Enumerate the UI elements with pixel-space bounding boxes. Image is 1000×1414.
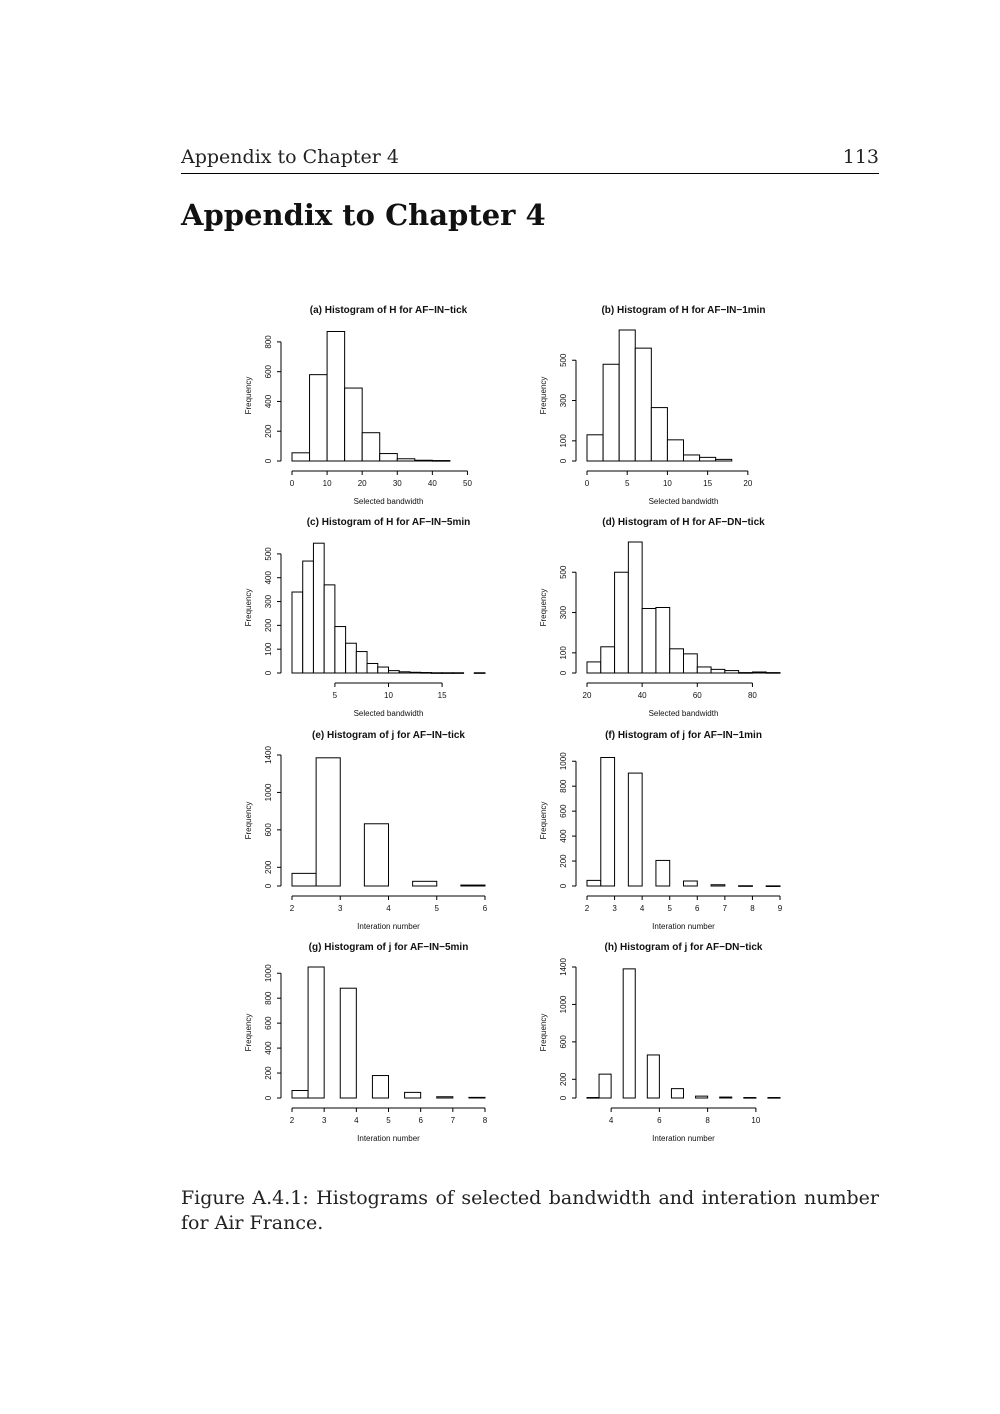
histogram-bar	[380, 454, 398, 461]
panel-title: (h) Histogram of j for AF−DN−tick	[604, 942, 763, 953]
x-tick-label: 20	[582, 691, 592, 700]
histogram-bar	[603, 364, 619, 461]
panel-title: (b) Histogram of H for AF−IN−1min	[601, 305, 766, 316]
histogram-bar	[696, 1096, 708, 1098]
x-tick-label: 5	[332, 691, 338, 700]
x-axis-label: Selected bandwidth	[648, 497, 719, 506]
y-tick-label: 400	[264, 394, 273, 409]
histogram-bar	[700, 457, 716, 461]
histogram-bar	[615, 572, 629, 673]
x-tick-label: 4	[608, 1116, 614, 1125]
histogram-bar	[619, 330, 635, 461]
x-tick-label: 4	[354, 1116, 359, 1125]
panel-title: (e) Histogram of j for AF−IN−tick	[312, 730, 465, 741]
y-tick-label: 0	[559, 1095, 568, 1101]
histogram-bar	[647, 1055, 659, 1098]
x-tick-label: 40	[637, 691, 647, 700]
y-tick-label: 500	[559, 565, 568, 579]
histogram-bar	[313, 543, 324, 673]
x-tick-label: 10	[751, 1116, 761, 1125]
y-tick-label: 300	[559, 393, 568, 408]
histogram-bar	[469, 1097, 485, 1098]
x-tick-label: 3	[612, 904, 617, 913]
histogram-bar	[642, 609, 656, 673]
y-tick-label: 1000	[264, 783, 273, 802]
histogram-bar	[651, 408, 667, 461]
y-tick-label: 100	[264, 642, 273, 656]
x-tick-label: 80	[747, 691, 757, 700]
histogram-bar	[623, 969, 635, 1098]
histogram-bar	[310, 375, 328, 461]
chapter-title: Appendix to Chapter 4	[181, 198, 546, 232]
x-tick-label: 20	[357, 479, 367, 488]
y-axis-label: Frequency	[244, 801, 253, 840]
histogram-bar	[587, 880, 601, 886]
y-tick-label: 200	[264, 424, 273, 438]
histogram-bar	[670, 649, 684, 673]
y-axis-label: Frequency	[244, 376, 253, 415]
y-axis-label: Frequency	[539, 588, 548, 627]
x-tick-label: 5	[386, 1116, 391, 1125]
panel-title: (f) Histogram of j for AF−IN−1min	[605, 730, 762, 741]
histogram-bar	[356, 652, 367, 673]
y-tick-label: 1400	[559, 958, 568, 976]
histogram-bar	[346, 643, 357, 673]
y-tick-label: 0	[559, 670, 568, 676]
histogram-bar	[327, 331, 345, 461]
histogram-bar	[599, 1074, 611, 1098]
x-tick-label: 60	[692, 691, 702, 700]
x-tick-label: 2	[289, 904, 295, 913]
x-tick-label: 10	[384, 691, 393, 700]
x-tick-label: 4	[386, 904, 391, 913]
y-tick-label: 0	[559, 883, 568, 889]
x-axis-label: Interation number	[652, 1134, 715, 1143]
y-tick-label: 300	[264, 594, 273, 609]
y-tick-label: 100	[559, 646, 568, 660]
y-tick-label: 800	[559, 779, 568, 793]
histogram-bar	[364, 824, 388, 886]
y-tick-label: 600	[264, 365, 273, 379]
histogram-bar	[587, 435, 603, 461]
y-axis-label: Frequency	[539, 376, 548, 415]
histogram-bar	[711, 669, 725, 673]
x-tick-label: 2	[584, 904, 590, 913]
panel-title: (d) Histogram of H for AF−DN−tick	[602, 517, 765, 528]
histogram-bar	[292, 592, 303, 673]
histogram-bar	[415, 460, 433, 461]
x-tick-label: 8	[482, 1116, 488, 1125]
histogram-bar	[635, 348, 651, 461]
histogram-bar	[656, 860, 670, 886]
y-tick-label: 400	[559, 829, 568, 843]
histogram-bar	[711, 885, 725, 886]
y-tick-label: 600	[559, 804, 568, 818]
histogram-bar	[303, 561, 314, 673]
x-tick-label: 3	[321, 1116, 327, 1125]
x-axis-label: Selected bandwidth	[648, 709, 719, 718]
histogram-bar	[684, 654, 698, 673]
y-tick-label: 200	[559, 1072, 568, 1086]
x-tick-label: 6	[657, 1116, 662, 1125]
x-tick-label: 2	[289, 1116, 295, 1125]
histogram-bar	[316, 758, 340, 886]
x-tick-label: 4	[639, 904, 645, 913]
y-tick-label: 1400	[264, 746, 273, 764]
histogram-bar	[399, 672, 410, 673]
histogram-bar	[725, 671, 739, 673]
histogram-bar	[372, 1076, 388, 1098]
x-tick-label: 5	[624, 479, 630, 488]
histogram-bar	[421, 673, 432, 674]
histogram-bar	[587, 662, 601, 673]
histogram-bar	[766, 673, 780, 674]
histogram-bar	[656, 608, 670, 674]
histogram-bar	[389, 671, 400, 673]
histogram-panel	[539, 305, 766, 506]
histogram-bar	[587, 1098, 599, 1099]
histogram-panel	[244, 305, 472, 506]
y-tick-label: 500	[264, 547, 273, 561]
y-tick-label: 200	[559, 854, 568, 868]
x-tick-label: 3	[338, 904, 343, 913]
histogram-bar	[474, 673, 485, 674]
x-axis-label: Interation number	[357, 1134, 420, 1143]
histogram-bar	[437, 1097, 453, 1098]
histogram-bar	[752, 672, 766, 673]
histogram-bar	[684, 881, 698, 886]
histogram-bar	[367, 663, 378, 673]
x-tick-label: 8	[705, 1116, 710, 1125]
histogram-bar	[397, 459, 415, 461]
x-tick-label: 30	[392, 479, 402, 488]
histogram-bar	[335, 627, 346, 673]
x-tick-label: 5	[667, 904, 672, 913]
y-tick-label: 0	[264, 883, 273, 889]
histogram-bar	[628, 542, 642, 673]
y-tick-label: 500	[559, 353, 568, 367]
y-tick-label: 200	[264, 618, 273, 633]
y-tick-label: 1000	[559, 752, 568, 771]
histogram-bar	[461, 885, 485, 886]
histogram-bar	[410, 672, 421, 673]
y-tick-label: 100	[559, 434, 568, 448]
x-tick-label: 50	[463, 479, 472, 488]
y-tick-label: 1000	[264, 964, 273, 983]
y-tick-label: 200	[264, 1066, 273, 1080]
y-tick-label: 300	[559, 605, 568, 620]
x-tick-label: 15	[703, 479, 713, 488]
x-axis-label: Interation number	[652, 922, 715, 931]
histogram-bar	[720, 1097, 732, 1098]
x-tick-label: 6	[418, 1116, 423, 1125]
histogram-bar	[453, 673, 464, 674]
histogram-bar	[601, 757, 615, 886]
histogram-bar	[413, 881, 437, 886]
histogram-bar	[744, 1098, 756, 1099]
histogram-panel	[244, 517, 485, 718]
y-tick-label: 1000	[559, 995, 568, 1014]
panel-title: (c) Histogram of H for AF−IN−5min	[306, 517, 471, 528]
y-tick-label: 0	[264, 670, 273, 676]
x-tick-label: 6	[482, 904, 488, 913]
histogram-panel	[539, 517, 780, 718]
y-tick-label: 0	[264, 458, 273, 464]
histogram-bar	[362, 433, 380, 461]
y-axis-label: Frequency	[539, 801, 548, 840]
histogram-bar	[628, 773, 642, 886]
y-axis-label: Frequency	[244, 1013, 253, 1052]
y-tick-label: 600	[559, 1035, 568, 1049]
histogram-bar	[716, 459, 732, 461]
y-axis-label: Frequency	[539, 1013, 548, 1052]
y-tick-label: 600	[264, 823, 273, 837]
x-axis-label: Interation number	[357, 922, 420, 931]
y-tick-label: 400	[264, 1041, 273, 1055]
histogram-bar	[324, 585, 335, 673]
x-tick-label: 10	[322, 479, 332, 488]
histogram-panel	[244, 730, 488, 931]
histogram-bar	[292, 873, 316, 886]
x-tick-label: 20	[743, 479, 753, 488]
histogram-bar	[739, 673, 753, 674]
x-axis-label: Selected bandwidth	[353, 497, 424, 506]
histogram-bar	[340, 988, 356, 1098]
y-tick-label: 800	[264, 991, 273, 1005]
y-tick-label: 200	[264, 860, 273, 874]
histogram-panel	[539, 730, 783, 931]
histogram-bar	[292, 1091, 308, 1098]
panel-title: (a) Histogram of H for AF−IN−tick	[309, 305, 468, 316]
x-tick-label: 0	[289, 479, 295, 488]
y-tick-label: 600	[264, 1016, 273, 1030]
page-number: 113	[842, 146, 879, 168]
x-tick-label: 8	[750, 904, 755, 913]
x-tick-label: 0	[584, 479, 590, 488]
histogram-bar	[766, 886, 780, 887]
histogram-bar	[684, 455, 700, 461]
histogram-bar	[431, 673, 442, 674]
x-tick-label: 15	[437, 691, 447, 700]
histogram-bar	[405, 1092, 421, 1098]
histogram-bar	[378, 667, 389, 673]
histogram-bar	[442, 673, 453, 674]
histogram-panel	[244, 942, 488, 1143]
histogram-bar	[345, 388, 363, 461]
histogram-panel	[539, 942, 780, 1143]
histogram-bar	[667, 440, 683, 461]
histogram-bar	[768, 1098, 780, 1099]
histogram-bar	[292, 453, 310, 461]
x-tick-label: 9	[777, 904, 783, 913]
histogram-bar	[432, 461, 450, 462]
x-tick-label: 7	[722, 904, 728, 913]
y-tick-label: 800	[264, 335, 273, 349]
running-header-title: Appendix to Chapter 4	[181, 146, 399, 168]
y-tick-label: 0	[559, 458, 568, 464]
panel-title: (g) Histogram of j for AF−IN−5min	[308, 942, 469, 953]
x-tick-label: 10	[662, 479, 672, 488]
x-tick-label: 5	[434, 904, 439, 913]
figure-caption: Figure A.4.1: Histograms of selected bandwidth and interation number for Air France.	[181, 1187, 879, 1234]
x-tick-label: 7	[450, 1116, 456, 1125]
histogram-bar	[697, 667, 711, 673]
y-tick-label: 400	[264, 571, 273, 585]
histogram-bar	[308, 967, 324, 1098]
y-tick-label: 0	[264, 1095, 273, 1101]
x-tick-label: 40	[427, 479, 437, 488]
x-tick-label: 6	[695, 904, 700, 913]
histogram-bar	[601, 647, 615, 673]
x-axis-label: Selected bandwidth	[353, 709, 424, 718]
histogram-bar	[671, 1089, 683, 1098]
y-axis-label: Frequency	[244, 588, 253, 627]
histogram-bar	[739, 886, 753, 887]
